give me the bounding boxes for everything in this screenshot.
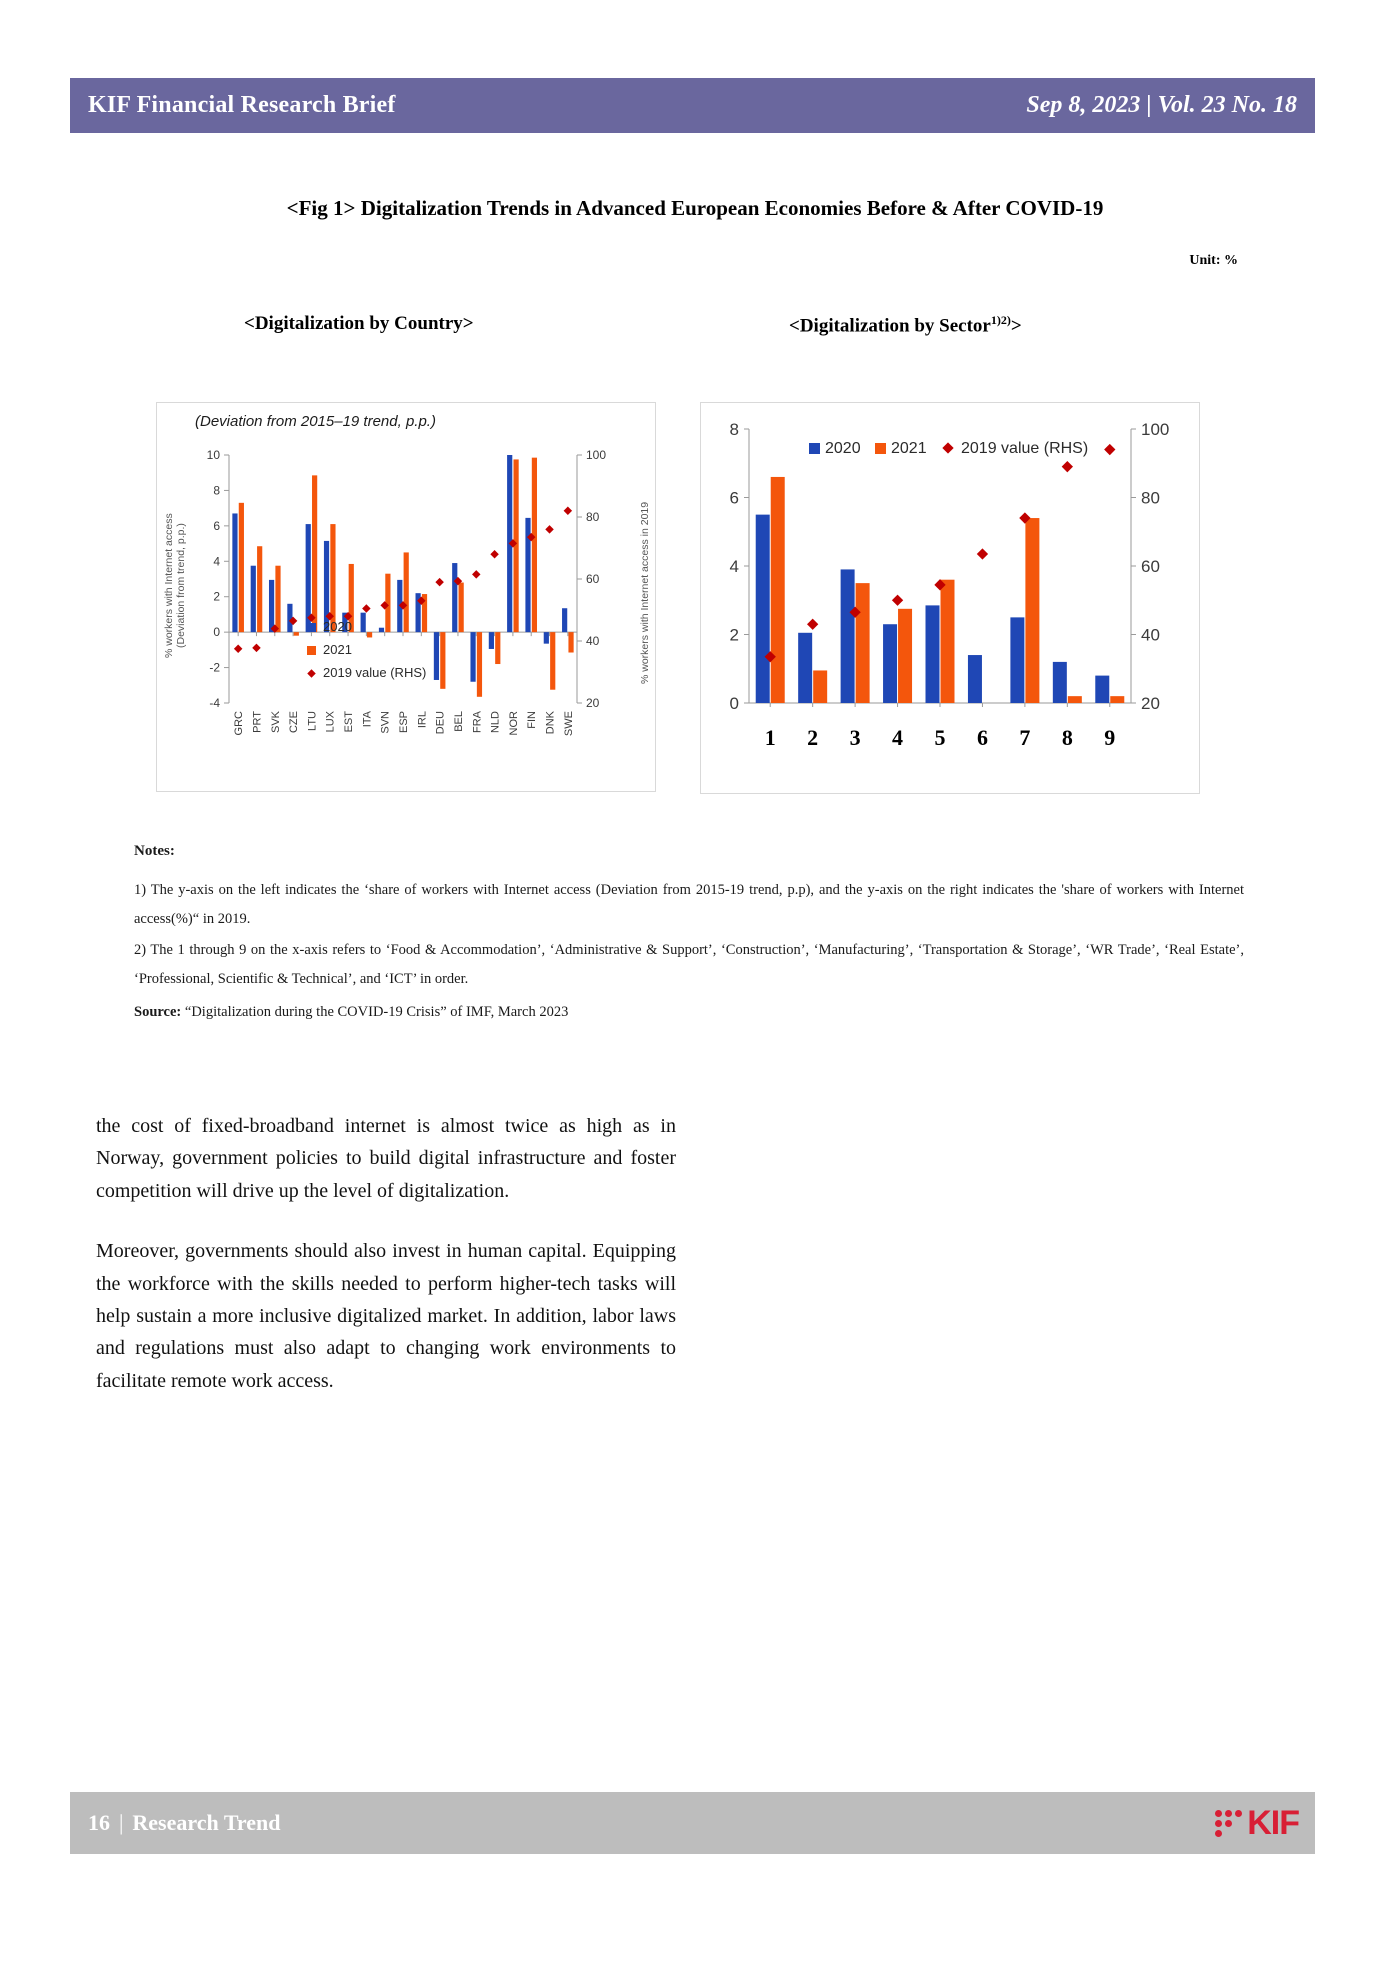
svg-text:4: 4: [729, 557, 739, 576]
notes-heading: Notes:: [134, 843, 175, 859]
svg-text:20: 20: [586, 696, 600, 710]
figure-title: <Fig 1> Digitalization Trends in Advanced European Economies Before & After COVID-19: [286, 196, 1104, 220]
svg-text:2020: 2020: [323, 619, 352, 634]
svg-text:2021: 2021: [891, 440, 927, 457]
note-source-text: “Digitalization during the COVID-19 Crisis” of IMF, March 2023: [184, 1004, 569, 1020]
chart-right-plot: [701, 403, 1201, 795]
svg-text:100: 100: [1141, 420, 1170, 439]
svg-text:DNK: DNK: [544, 711, 557, 735]
page-footer-bar: [70, 1792, 1315, 1854]
note-source: [134, 998, 1244, 1027]
unit-label: Unit: %: [1189, 253, 1238, 268]
svg-text:ITA: ITA: [361, 711, 374, 728]
publication-title: KIF Financial Research Brief: [88, 92, 396, 118]
svg-text:3: 3: [849, 725, 861, 750]
chart-right-subtitle-tail: >: [1010, 315, 1022, 337]
kif-dots-icon: [1215, 1810, 1242, 1837]
page-number: 16: [88, 1810, 110, 1835]
svg-text:FIN: FIN: [526, 711, 539, 729]
page-header-bar: [70, 78, 1315, 133]
svg-text:PRT: PRT: [251, 711, 264, 733]
svg-text:2: 2: [807, 725, 819, 750]
svg-text:DEU: DEU: [434, 711, 447, 735]
chart-digitalization-by-sector: [700, 402, 1200, 794]
chart-left-annotation: (Deviation from 2015–19 trend, p.p.): [195, 413, 436, 430]
svg-text:6: 6: [213, 518, 220, 533]
svg-text:IRL: IRL: [416, 711, 429, 729]
svg-text:8: 8: [1061, 725, 1073, 750]
svg-text:9: 9: [1104, 725, 1116, 750]
svg-text:LTU: LTU: [306, 711, 319, 731]
svg-text:-2: -2: [209, 660, 220, 675]
chart-right-subtitle: [789, 313, 1022, 337]
note-2: 2) The 1 through 9 on the x-axis refers to ‘Food & Accommodation’, ‘Administrative & Support’, ‘Construction’, ‘Manufacturing’, ‘Transportation & Storage’, ‘WR Trade’, ‘Real Estate’, ‘Professional, Scientific & Technical’, and ‘ICT’ in order.: [134, 942, 1244, 987]
svg-text:-4: -4: [209, 696, 220, 710]
svg-text:100: 100: [586, 448, 607, 462]
svg-text:2: 2: [729, 625, 739, 645]
body-paragraph-2: Moreover, governments should also invest in human capital. Equipping the workforce with the skills needed to perform higher-tech tasks will help sustain a more inclusive digitalized market. In addition, labor laws and regulations must also adapt to changing work environments to facilitate remote work access.: [96, 1240, 676, 1392]
svg-text:2019 value (RHS): 2019 value (RHS): [961, 440, 1089, 457]
svg-text:40: 40: [1141, 625, 1160, 645]
svg-text:2: 2: [213, 589, 220, 604]
svg-text:GRC: GRC: [233, 711, 246, 736]
svg-text:40: 40: [586, 634, 600, 648]
svg-text:4: 4: [213, 554, 220, 569]
footer-separator: |: [119, 1810, 124, 1835]
svg-text:2020: 2020: [825, 440, 861, 457]
footer-section-name: Research Trend: [132, 1810, 281, 1835]
chart-left-y-axis-label: % workers with Internet access (Deviation from trend, p.p.): [163, 513, 187, 659]
svg-text:10: 10: [206, 448, 220, 462]
svg-text:NLD: NLD: [489, 711, 502, 734]
svg-text:60: 60: [1141, 557, 1160, 576]
svg-text:8: 8: [729, 420, 739, 439]
svg-text:4: 4: [892, 725, 904, 750]
chart-left-plot: [157, 403, 657, 793]
footer-left-group: [88, 1810, 281, 1836]
chart-right-subtitle-footnote: 1)2): [990, 313, 1011, 327]
chart-right-subtitle-main: <Digitalization by Sector: [789, 315, 991, 337]
kif-wordmark: KIF: [1247, 1804, 1299, 1842]
svg-text:1: 1: [764, 725, 776, 750]
svg-text:8: 8: [213, 483, 220, 498]
svg-text:LUX: LUX: [324, 711, 337, 733]
svg-text:FRA: FRA: [471, 711, 484, 733]
svg-text:EST: EST: [343, 711, 356, 733]
chart-digitalization-by-country: [156, 402, 656, 792]
svg-text:7: 7: [1019, 725, 1031, 750]
svg-text:80: 80: [1141, 488, 1160, 508]
svg-text:ESP: ESP: [398, 711, 410, 734]
svg-text:CZE: CZE: [288, 711, 301, 733]
note-1: 1) The y-axis on the left indicates the ‘share of workers with Internet access (Deviation from 2015-19 trend, p.p), and the y-axis on the right indicates the 'share of workers with Internet access(%)“ in 2019.: [134, 882, 1244, 927]
svg-text:2019 value (RHS): 2019 value (RHS): [323, 665, 427, 680]
chart-left-subtitle: <Digitalization by Country>: [244, 313, 474, 334]
svg-text:5: 5: [934, 725, 946, 750]
svg-text:NOR: NOR: [507, 711, 520, 736]
svg-text:20: 20: [1141, 694, 1160, 713]
svg-text:0: 0: [213, 625, 220, 640]
svg-text:BEL: BEL: [452, 711, 465, 732]
body-paragraph-1: the cost of fixed-broadband internet is almost twice as high as in Norway, government policies to build digital infrastructure and foster competition will drive up the level of digitalization.: [96, 1115, 676, 1202]
svg-text:0: 0: [729, 694, 739, 713]
note-source-label: Source:: [134, 1004, 182, 1020]
notes-block: [134, 843, 1244, 1042]
body-text-column: [96, 1110, 676, 1425]
svg-text:60: 60: [586, 572, 600, 586]
issue-meta: Sep 8, 2023 | Vol. 23 No. 18: [1026, 92, 1297, 118]
svg-text:SVK: SVK: [269, 711, 282, 734]
svg-text:SVN: SVN: [379, 711, 392, 734]
kif-logo: [1215, 1806, 1299, 1840]
svg-text:SWE: SWE: [562, 711, 575, 737]
svg-text:6: 6: [729, 488, 739, 508]
chart-left-y-axis-right-label: % workers with Internet access in 2019: [639, 501, 651, 685]
svg-text:6: 6: [976, 725, 988, 750]
svg-text:80: 80: [586, 510, 600, 524]
svg-text:2021: 2021: [323, 642, 352, 657]
